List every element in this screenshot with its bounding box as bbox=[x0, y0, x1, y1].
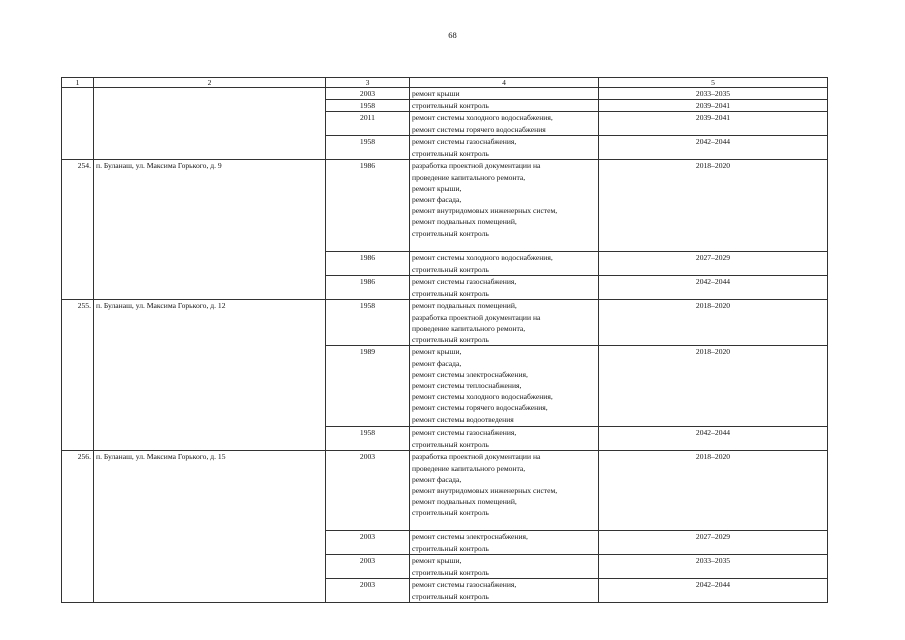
year-cell: 1986 bbox=[326, 252, 410, 276]
period-cell: 2042–2044 bbox=[599, 276, 828, 300]
row-number-cell bbox=[62, 88, 94, 160]
year-cell: 1958 bbox=[326, 300, 410, 346]
year-cell: 1986 bbox=[326, 160, 410, 252]
column-number-4: 4 bbox=[410, 78, 599, 88]
column-number-1: 1 bbox=[62, 78, 94, 88]
period-cell: 2027–2029 bbox=[599, 531, 828, 555]
period-cell: 2039–2041 bbox=[599, 112, 828, 136]
year-cell: 1958 bbox=[326, 136, 410, 160]
works-cell: ремонт крыши, ремонт фасада, ремонт системы электроснабжения, ремонт системы теплоснабжения, ремонт системы холодного водоснабжения, ремонт системы горячего водоснабжения, ремонт системы водоотведения bbox=[410, 346, 599, 427]
period-cell: 2042–2044 bbox=[599, 579, 828, 603]
works-cell: ремонт системы холодного водоснабжения, строительный контроль bbox=[410, 252, 599, 276]
works-cell: ремонт системы холодного водоснабжения, ремонт системы горячего водоснабжения bbox=[410, 112, 599, 136]
works-cell: ремонт крыши, строительный контроль bbox=[410, 555, 599, 579]
row-number-cell: 256. bbox=[62, 451, 94, 603]
year-cell: 1986 bbox=[326, 276, 410, 300]
period-cell: 2027–2029 bbox=[599, 252, 828, 276]
address-cell: п. Буланаш, ул. Максима Горького, д. 9 bbox=[94, 160, 326, 300]
column-number-row bbox=[62, 78, 828, 88]
year-cell: 2003 bbox=[326, 531, 410, 555]
period-cell: 2033–2035 bbox=[599, 555, 828, 579]
year-cell: 1958 bbox=[326, 427, 410, 451]
row-number-cell: 254. bbox=[62, 160, 94, 300]
period-cell: 2018–2020 bbox=[599, 300, 828, 346]
column-number-3: 3 bbox=[326, 78, 410, 88]
works-cell: ремонт крыши bbox=[410, 88, 599, 100]
address-cell bbox=[94, 88, 326, 160]
table-row bbox=[62, 451, 828, 531]
row-number-cell: 255. bbox=[62, 300, 94, 451]
period-cell: 2039–2041 bbox=[599, 100, 828, 112]
year-cell: 1989 bbox=[326, 346, 410, 427]
works-cell: ремонт системы электроснабжения, строительный контроль bbox=[410, 531, 599, 555]
address-cell: п. Буланаш, ул. Максима Горького, д. 12 bbox=[94, 300, 326, 451]
column-number-5: 5 bbox=[599, 78, 828, 88]
year-cell: 2011 bbox=[326, 112, 410, 136]
year-cell: 2003 bbox=[326, 555, 410, 579]
year-cell: 2003 bbox=[326, 451, 410, 531]
works-cell: разработка проектной документации на проведение капитального ремонта, ремонт крыши, ремонт фасада, ремонт внутридомовых инженерных систем, ремонт подвальных помещений, строительный контроль bbox=[410, 160, 599, 252]
table-row bbox=[62, 300, 828, 346]
period-cell: 2042–2044 bbox=[599, 136, 828, 160]
works-cell: ремонт системы газоснабжения, строительный контроль bbox=[410, 136, 599, 160]
period-cell: 2033–2035 bbox=[599, 88, 828, 100]
year-cell: 2003 bbox=[326, 579, 410, 603]
works-cell: ремонт системы газоснабжения, строительный контроль bbox=[410, 276, 599, 300]
works-cell: разработка проектной документации на проведение капитального ремонта, ремонт фасада, ремонт внутридомовых инженерных систем, ремонт подвальных помещений, строительный контроль bbox=[410, 451, 599, 531]
page-number: 68 bbox=[448, 30, 457, 40]
works-cell: ремонт системы газоснабжения, строительный контроль bbox=[410, 427, 599, 451]
year-cell: 1958 bbox=[326, 100, 410, 112]
works-cell: ремонт подвальных помещений, разработка проектной документации на проведение капитального ремонта, строительный контроль bbox=[410, 300, 599, 346]
table-row bbox=[62, 88, 828, 100]
capital-repair-table bbox=[61, 77, 828, 603]
period-cell: 2018–2020 bbox=[599, 451, 828, 531]
period-cell: 2042–2044 bbox=[599, 427, 828, 451]
address-cell: п. Буланаш, ул. Максима Горького, д. 15 bbox=[94, 451, 326, 603]
works-cell: ремонт системы газоснабжения, строительный контроль bbox=[410, 579, 599, 603]
period-cell: 2018–2020 bbox=[599, 346, 828, 427]
table-body bbox=[62, 88, 828, 603]
works-cell: строительный контроль bbox=[410, 100, 599, 112]
column-number-2: 2 bbox=[94, 78, 326, 88]
period-cell: 2018–2020 bbox=[599, 160, 828, 252]
year-cell: 2003 bbox=[326, 88, 410, 100]
table-row bbox=[62, 160, 828, 252]
